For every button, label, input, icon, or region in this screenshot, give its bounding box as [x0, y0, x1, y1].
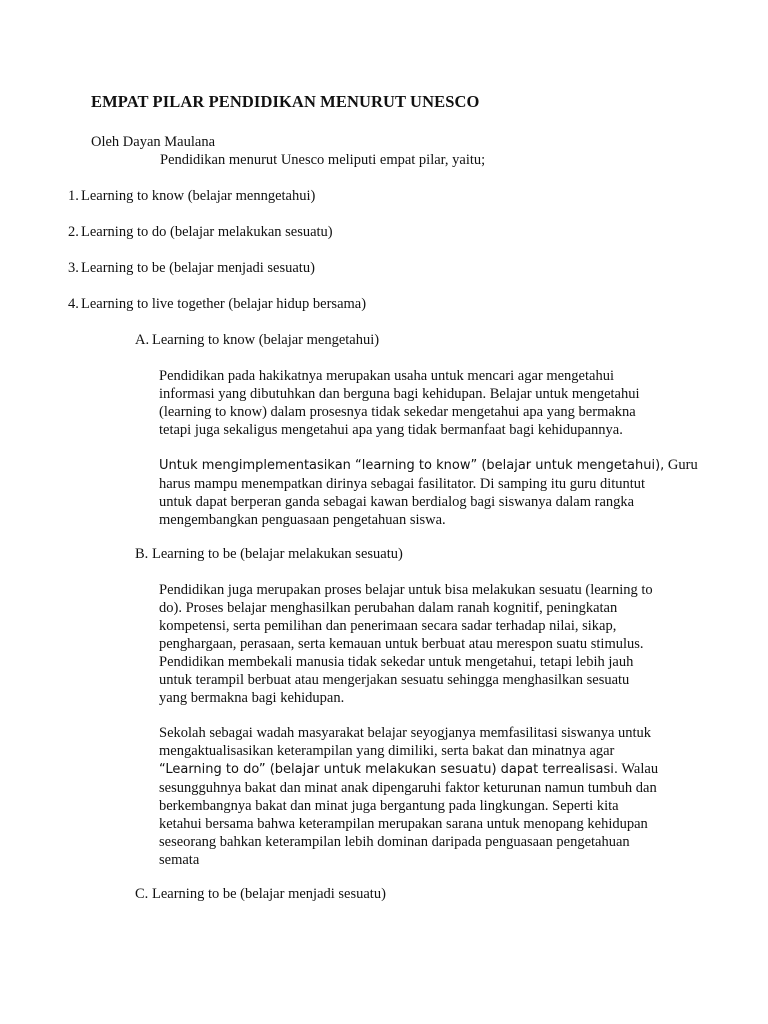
line-rest: Walau [618, 761, 659, 777]
pillar-text: Learning to know (belajar menngetahui) [81, 188, 316, 204]
pillar-text: Learning to be (belajar menjadi sesuatu) [81, 260, 315, 276]
pillar-number: 3. [68, 260, 79, 276]
paragraph-line [159, 456, 698, 475]
line-rest: Guru [664, 457, 698, 473]
paragraph-line: Pendidikan membekali manusia tidak sekedar untuk mengetahui, tetapi lebih jauh [159, 654, 634, 670]
intro-line: Pendidikan menurut Unesco meliputi empat pilar, yaitu; [160, 152, 486, 168]
paragraph-line: informasi yang dibutuhkan dan berguna bagi kehidupan. Belajar untuk mengetahui [159, 386, 640, 402]
paragraph-line: penghargaan, perasaan, serta kemauan untuk berbuat atau merespon suatu stimulus. [159, 636, 644, 652]
pillar-text: Learning to do (belajar melakukan sesuatu) [81, 224, 333, 240]
paragraph-line: mengembangkan penguasaan pengetahuan siswa. [159, 512, 446, 528]
section-title: Learning to be (belajar melakukan sesuatu) [152, 546, 403, 562]
pillar-item [68, 187, 315, 205]
section-letter: B. [135, 546, 149, 562]
pillar-item [68, 223, 333, 241]
pillar-number: 1. [68, 188, 79, 204]
paragraph-line: untuk terampil berbuat atau mengerjakan sesuatu sehingga menghasilkan sesuatu [159, 672, 630, 688]
author-line: Oleh Dayan Maulana [91, 134, 216, 150]
paragraph-line: Pendidikan pada hakikatnya merupakan usaha untuk mencari agar mengetahui [159, 368, 614, 384]
paragraph-line: untuk dapat berperan ganda sebagai kawan berdialog bagi siswanya dalam rangka [159, 494, 635, 510]
section-b-paragraph-2 [159, 724, 684, 869]
paragraph-line: tetapi juga sekaligus mengetahui apa yang tidak bermanfaat bagi kehidupannya. [159, 422, 623, 438]
paragraph-line: Sekolah sebagai wadah masyarakat belajar seyogjanya memfasilitasi siswanya untuk [159, 725, 652, 741]
paragraph-line: kompetensi, serta pemilihan dan penerimaan secara sadar terhadap nilai, sikap, [159, 618, 617, 634]
paragraph-line: Pendidikan juga merupakan proses belajar untuk bisa melakukan sesuatu (learning to [159, 582, 653, 598]
section-b-paragraph-1 [159, 581, 684, 707]
paragraph-line: (learning to know) dalam prosesnya tidak sekedar mengetahui apa yang bermakna [159, 404, 636, 420]
paragraph-line [159, 760, 684, 779]
pillar-item [68, 259, 315, 277]
pillar-text: Learning to live together (belajar hidup bersama) [81, 296, 367, 312]
paragraph-line: sesungguhnya bakat dan minat anak dipengaruhi faktor keturunan namun tumbuh dan [159, 780, 657, 796]
section-title: Learning to be (belajar menjadi sesuatu) [152, 886, 386, 902]
sans-fragment: Untuk mengimplementasikan “learning to know” (belajar untuk mengetahui), [159, 458, 665, 473]
section-a-paragraph-1 [159, 367, 684, 439]
pillar-number: 2. [68, 224, 79, 240]
paragraph-line: yang bermakna bagi kehidupan. [159, 690, 345, 706]
section-heading-a [135, 331, 379, 349]
paragraph-line: berkembangnya bakat dan minat juga bergantung pada lingkungan. Seperti kita [159, 798, 619, 814]
paragraph-line: harus mampu menempatkan dirinya sebagai fasilitator. Di samping itu guru dituntut [159, 476, 646, 492]
paragraph-line: seseorang bahkan keterampilan lebih dominan daripada penguasaan pengetahuan [159, 834, 630, 850]
paragraph-line: ketahui bersama bahwa keterampilan merupakan sarana untuk menopang kehidupan [159, 816, 648, 832]
section-letter: C. [135, 886, 149, 902]
pillar-item [68, 295, 366, 313]
section-a-paragraph-2 [159, 456, 698, 529]
paragraph-line: mengaktualisasikan keterampilan yang dimiliki, serta bakat dan minatnya agar [159, 743, 615, 759]
pillar-number: 4. [68, 296, 79, 312]
document-title: EMPAT PILAR PENDIDIKAN MENURUT UNESCO [91, 92, 480, 111]
paragraph-line: semata [159, 852, 200, 868]
sans-fragment: “Learning to do” (belajar untuk melakukan sesuatu) dapat terrealisasi. [159, 762, 619, 777]
section-letter: A. [135, 332, 150, 348]
section-title: Learning to know (belajar mengetahui) [152, 332, 380, 348]
section-heading-c [135, 885, 386, 903]
paragraph-line: do). Proses belajar menghasilkan perubahan dalam ranah kognitif, peningkatan [159, 600, 618, 616]
section-heading-b [135, 545, 403, 563]
